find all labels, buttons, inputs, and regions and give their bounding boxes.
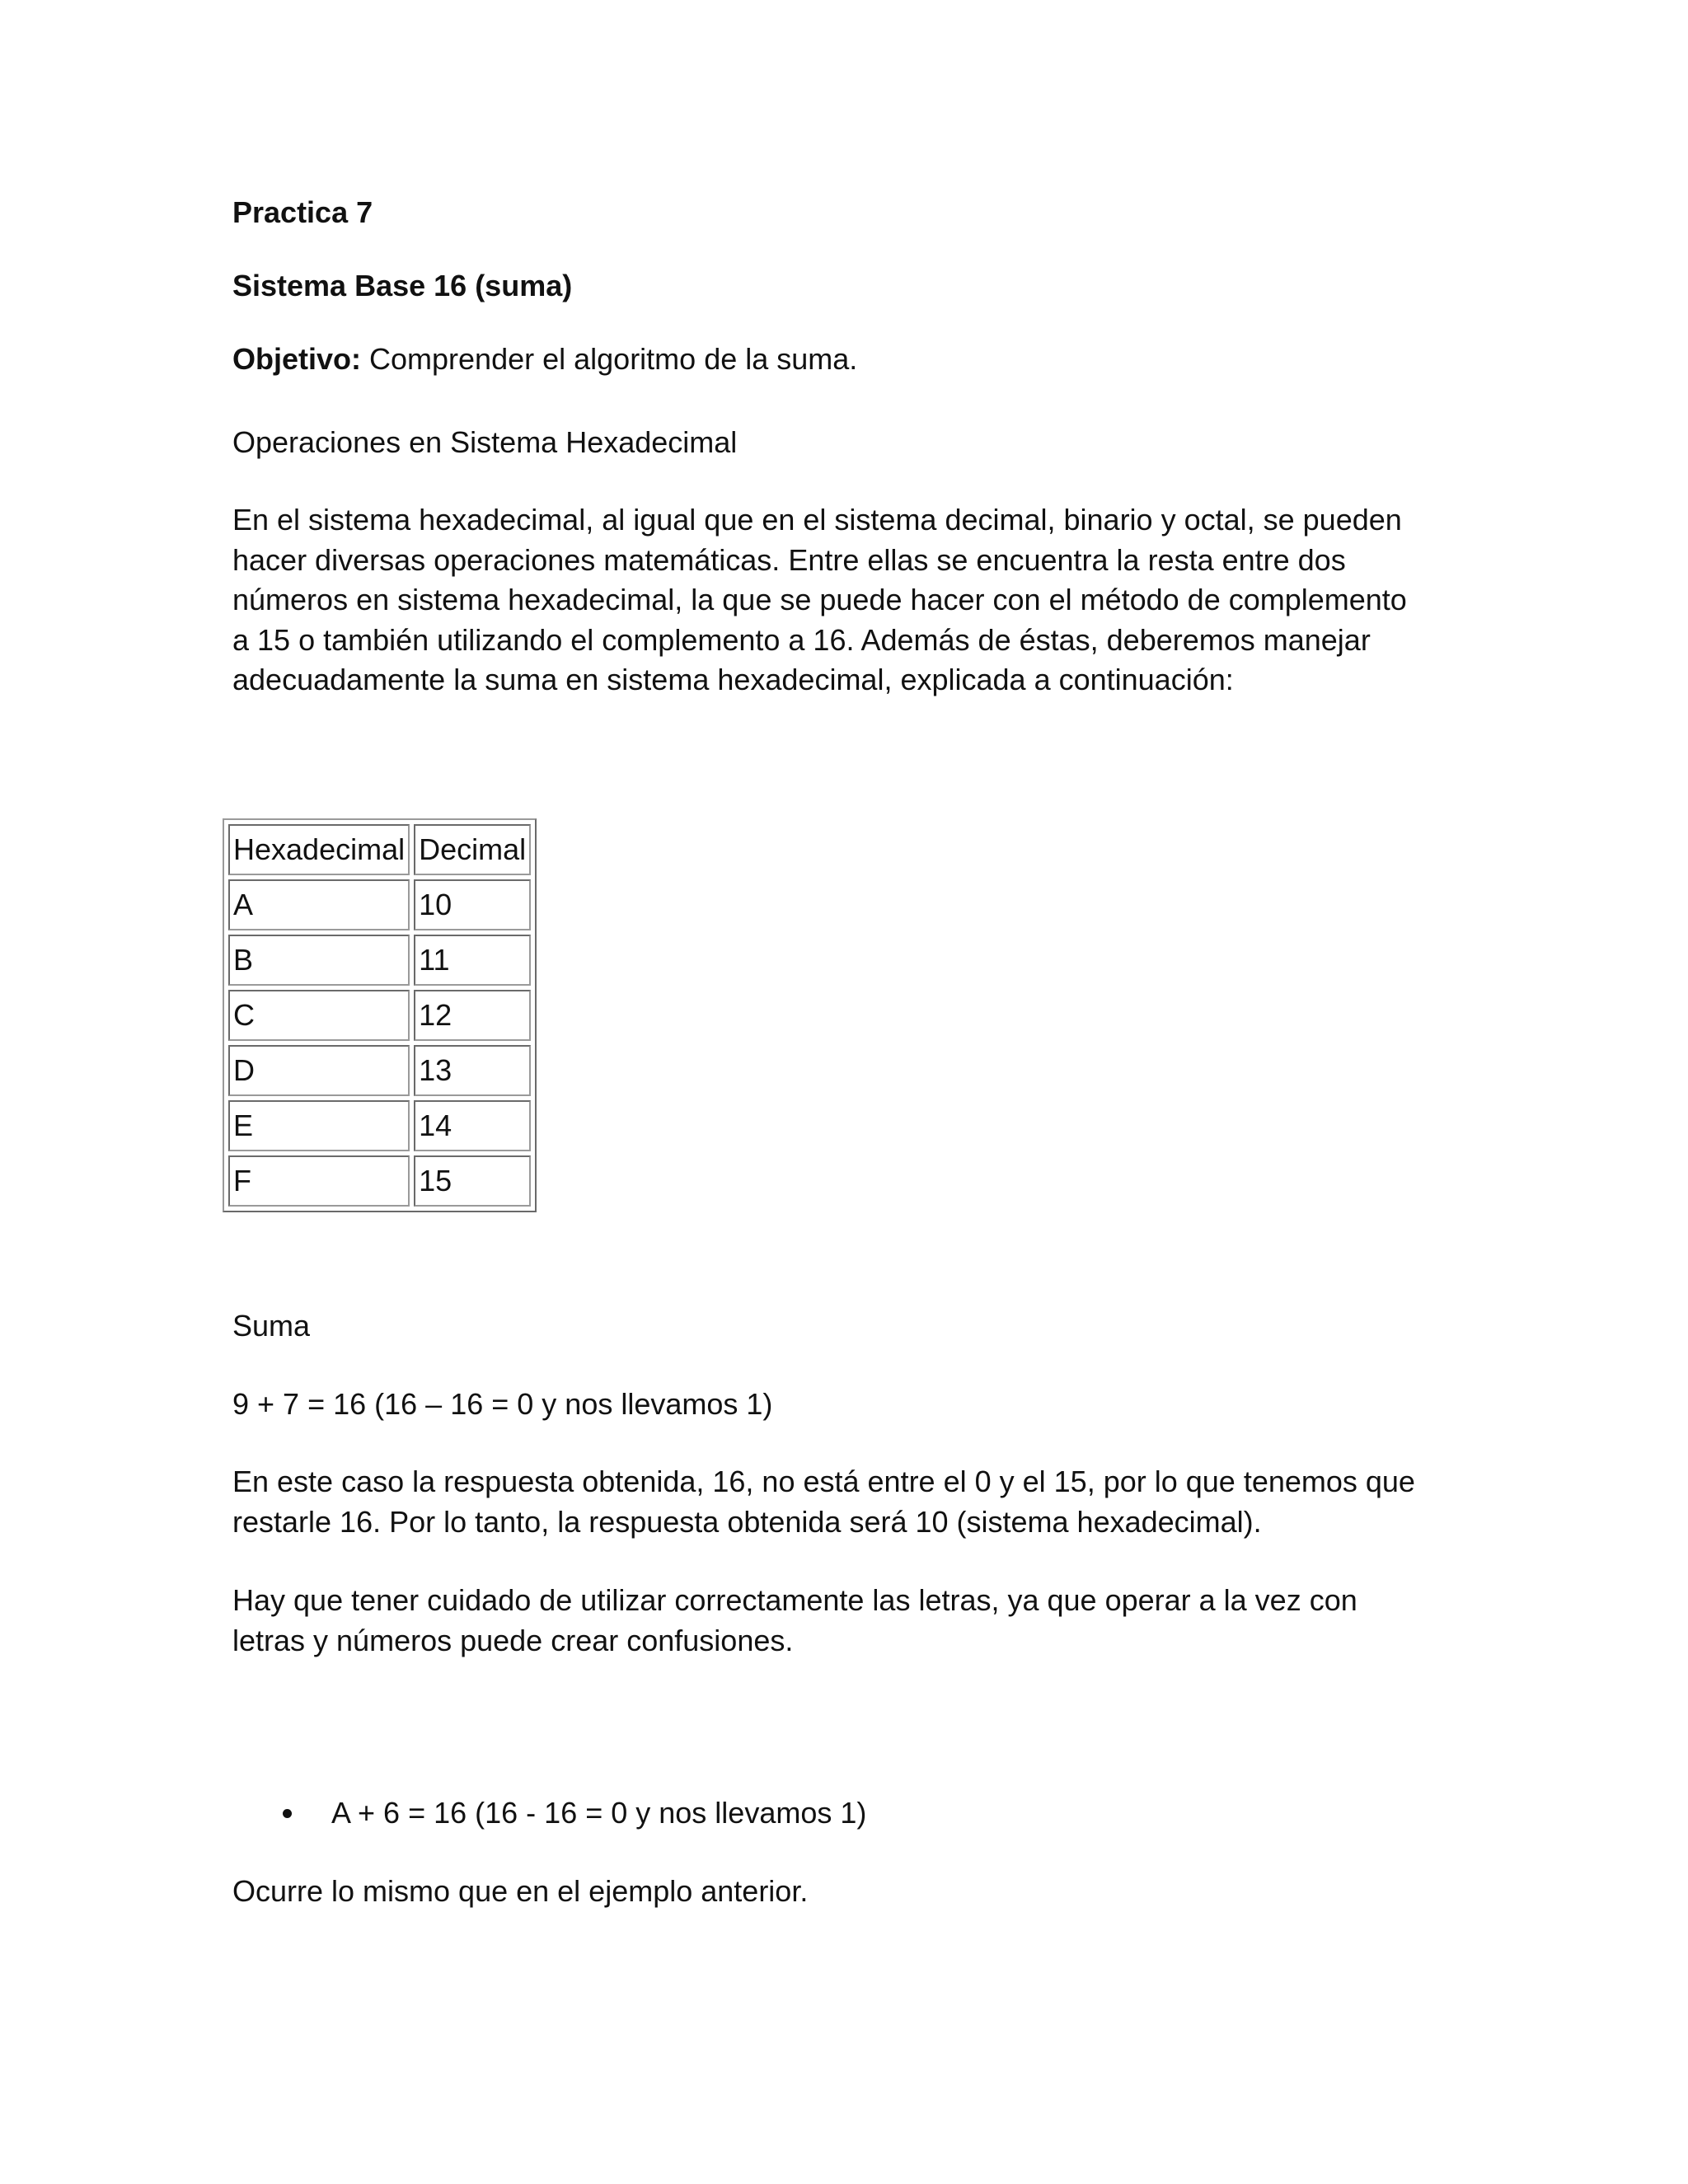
table-row: [228, 990, 531, 1041]
table-cell: B: [228, 935, 410, 986]
table-row: [228, 1155, 531, 1207]
sum-heading: Suma: [232, 1309, 311, 1343]
table-header-cell: Hexadecimal: [228, 824, 410, 875]
table-cell: 10: [414, 879, 531, 930]
table-header-row: [228, 824, 531, 875]
intro-line: hacer diversas operaciones matemáticas. Entre ellas se encuentra la resta entre dos: [232, 542, 1346, 577]
table-row: [228, 935, 531, 986]
table-row: [228, 879, 531, 930]
intro-line: números en sistema hexadecimal, la que se puede hacer con el método de complemento: [232, 583, 1407, 616]
intro-line: a 15 o también utilizando el complemento a 16. Además de éstas, deberemos manejar: [232, 622, 1371, 657]
table-cell: 13: [414, 1045, 531, 1096]
objective-label: Objetivo:: [232, 342, 362, 376]
table-row: [228, 1100, 531, 1151]
objective-line: [232, 340, 857, 379]
intro-paragraph: [232, 500, 1452, 701]
table-cell: D: [228, 1045, 410, 1096]
table-cell: 12: [414, 990, 531, 1041]
explanation-line: En este caso la respuesta obtenida, 16, no está entre el 0 y el 15, por lo que tenemos que: [232, 1465, 1415, 1498]
table-cell: A: [228, 879, 410, 930]
intro-line: adecuadamente la suma en sistema hexadecimal, explicada a continuación:: [232, 663, 1234, 696]
table-cell: C: [228, 990, 410, 1041]
table-cell: E: [228, 1100, 410, 1151]
table-cell: 11: [414, 935, 531, 986]
explanation-line: restarle 16. Por lo tanto, la respuesta obtenida será 10 (sistema hexadecimal).: [232, 1504, 1262, 1539]
table-header-cell: Decimal: [414, 824, 531, 875]
explanation-paragraph: [232, 1462, 1452, 1542]
caution-line: letras y números puede crear confusiones.: [232, 1623, 794, 1657]
page-title: Practica 7: [232, 195, 373, 229]
table-cell: 14: [414, 1100, 531, 1151]
objective-text: Comprender el algoritmo de la suma.: [361, 342, 858, 376]
caution-paragraph: [232, 1581, 1452, 1661]
caution-line: Hay que tener cuidado de utilizar correctamente las letras, ya que operar a la vez con: [232, 1583, 1357, 1617]
table-cell: F: [228, 1155, 410, 1207]
example-equation: 9 + 7 = 16 (16 – 16 = 0 y nos llevamos 1): [232, 1387, 773, 1421]
bullet-example: A + 6 = 16 (16 - 16 = 0 y nos llevamos 1): [331, 1796, 867, 1830]
table-cell: 15: [414, 1155, 531, 1207]
intro-line: En el sistema hexadecimal, al igual que en el sistema decimal, binario y octal, se pueden: [232, 503, 1402, 537]
section-heading: Operaciones en Sistema Hexadecimal: [232, 425, 738, 459]
page-subtitle: Sistema Base 16 (suma): [232, 269, 573, 302]
bullet-icon: [283, 1809, 292, 1818]
closing-text: Ocurre lo mismo que en el ejemplo anterior.: [232, 1874, 809, 1908]
hex-decimal-table: [223, 818, 537, 1212]
table-row: [228, 1045, 531, 1096]
